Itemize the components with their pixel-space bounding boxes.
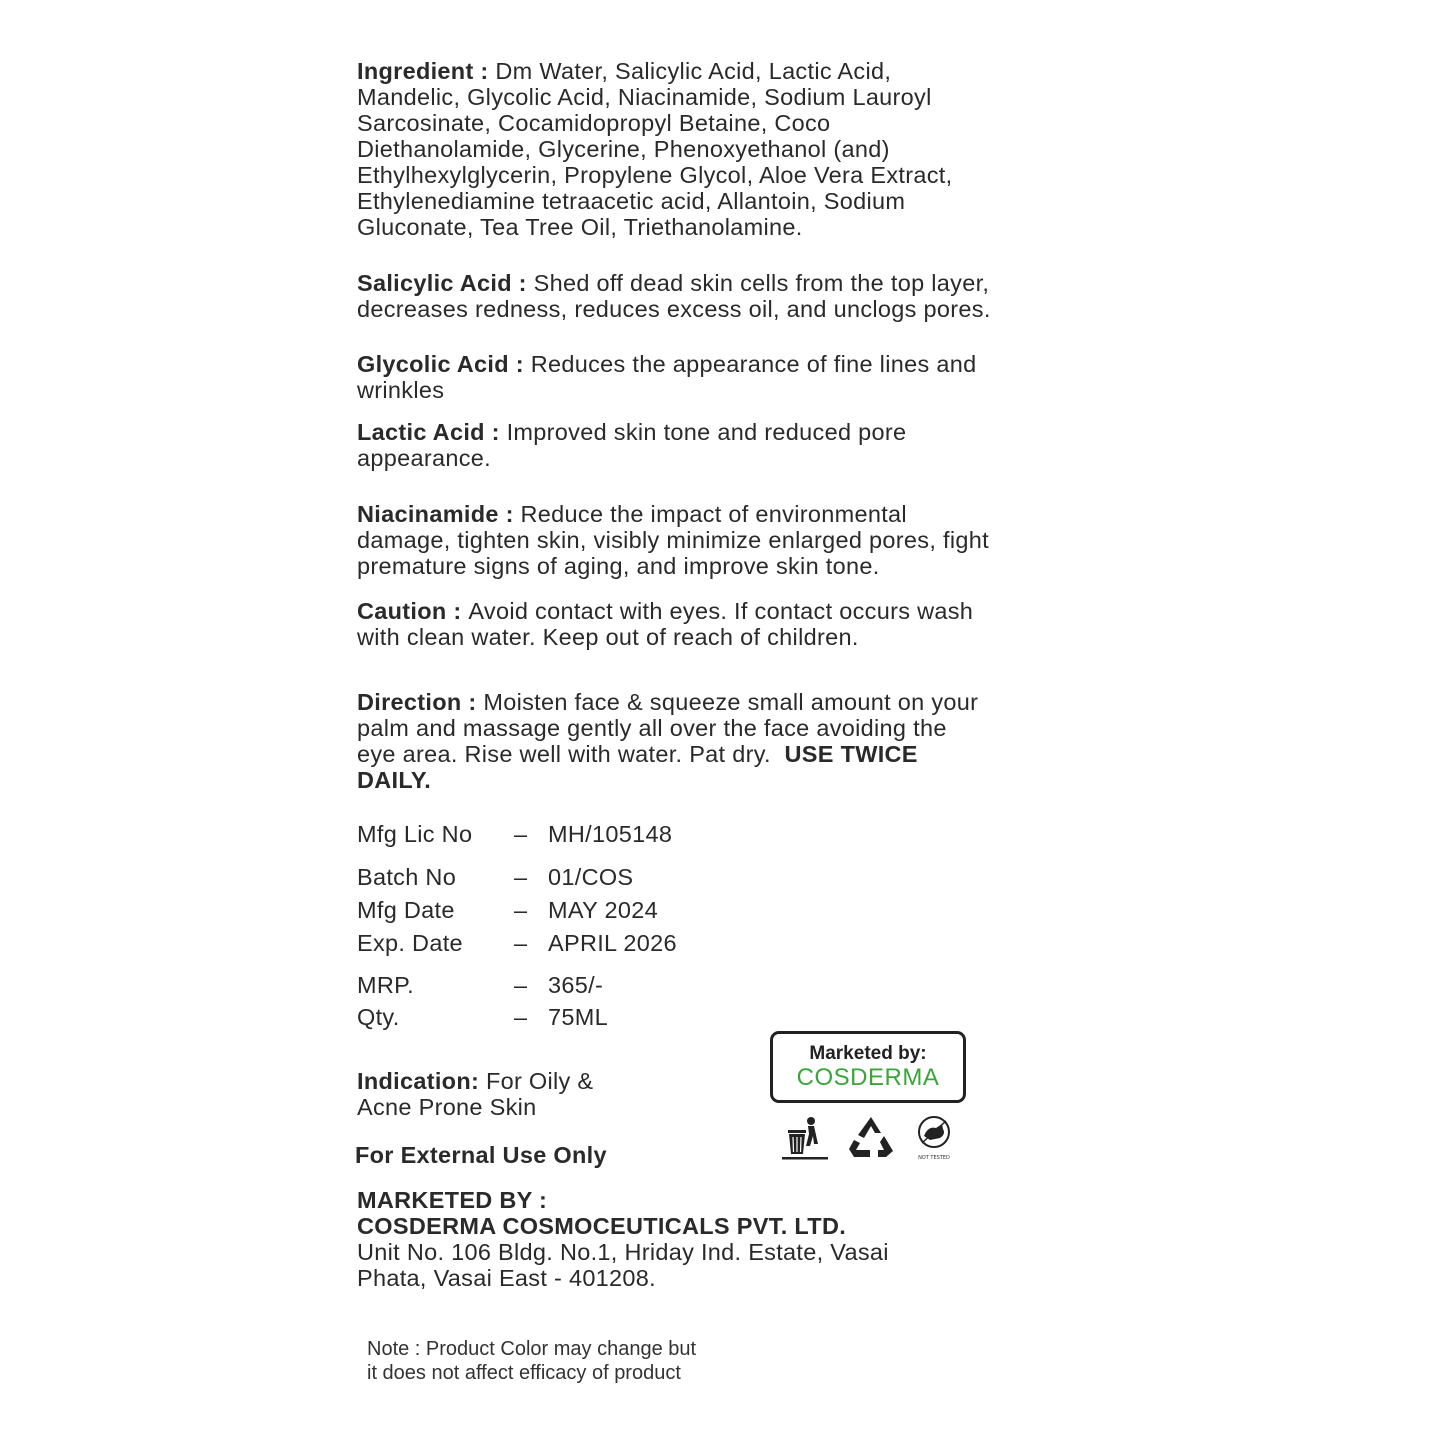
direction-text: Moisten face & squeeze small amount on your xyxy=(483,689,979,715)
ingredient-section xyxy=(357,58,1117,240)
marketer-heading: MARKETED BY : xyxy=(357,1187,548,1213)
external-use-text: For External Use Only xyxy=(355,1142,607,1168)
indication-text: For Oily & xyxy=(479,1068,594,1094)
mfg-date-value: MAY 2024 xyxy=(548,897,658,923)
niacinamide-label: Niacinamide : xyxy=(357,501,521,527)
direction-text: palm and massage gently all over the face avoiding the xyxy=(357,715,947,741)
salicylic-label: Salicylic Acid : xyxy=(357,270,534,296)
ingredient-line: Ethylenediamine tetraacetic acid, Allantoin, Sodium xyxy=(357,188,906,214)
direction-section xyxy=(357,689,1117,793)
mrp-label: MRP. xyxy=(357,972,414,998)
marketer-section xyxy=(357,1187,1077,1291)
marketer-address: Phata, Vasai East - 401208. xyxy=(357,1265,656,1291)
ingredient-line: Dm Water, Salicylic Acid, Lactic Acid, xyxy=(495,58,892,84)
batch-label: Batch No xyxy=(357,864,457,890)
qty-label: Qty. xyxy=(357,1004,400,1030)
glycolic-section xyxy=(357,351,1117,403)
ingredient-line: Mandelic, Glycolic Acid, Niacinamide, Sodium Lauroyl xyxy=(357,84,932,110)
glycolic-label: Glycolic Acid : xyxy=(357,351,531,377)
niacinamide-section xyxy=(357,501,1117,579)
salicylic-section xyxy=(357,270,1117,322)
lactic-label: Lactic Acid : xyxy=(357,419,507,445)
exp-date-label: Exp. Date xyxy=(357,930,463,956)
spec-dash: – xyxy=(514,1004,528,1030)
caution-label: Caution : xyxy=(357,598,469,624)
direction-emphasis: USE TWICE xyxy=(784,741,918,767)
direction-label: Direction : xyxy=(357,689,484,715)
marketed-by-box xyxy=(770,1031,966,1103)
note-text: Note : Product Color may change but xyxy=(367,1338,697,1360)
niacinamide-text: premature signs of aging, and improve skin tone. xyxy=(357,553,880,579)
salicylic-text: Shed off dead skin cells from the top layer, xyxy=(533,270,990,296)
marketer-address: Unit No. 106 Bldg. No.1, Hriday Ind. Estate, Vasai xyxy=(357,1239,889,1265)
indication-section xyxy=(357,1068,687,1120)
marketed-by-title: Marketed by: xyxy=(809,1043,927,1064)
lactic-section xyxy=(357,419,1117,471)
note-section xyxy=(367,1337,887,1385)
niacinamide-text: Reduce the impact of environmental xyxy=(520,501,907,527)
glycolic-text: wrinkles xyxy=(357,377,445,403)
ingredient-line: Gluconate, Tea Tree Oil, Triethanolamine. xyxy=(357,214,803,240)
not-tested-caption: NOT TESTED xyxy=(918,1155,950,1161)
spec-dash: – xyxy=(514,897,528,923)
ingredient-label: Ingredient : xyxy=(357,58,496,84)
direction-emphasis: DAILY. xyxy=(357,767,432,793)
mfg-lic-label: Mfg Lic No xyxy=(357,821,473,847)
spec-dash: – xyxy=(514,930,528,956)
indication-label: Indication: xyxy=(357,1068,480,1094)
mfg-date-label: Mfg Date xyxy=(357,897,455,923)
qty-value: 75ML xyxy=(548,1004,608,1030)
lactic-text: Improved skin tone and reduced pore xyxy=(506,419,907,445)
brand-logo: COSDERMA xyxy=(796,1064,940,1091)
direction-text: eye area. Rise well with water. Pat dry. xyxy=(357,741,778,767)
indication-text: Acne Prone Skin xyxy=(357,1094,537,1120)
spec-dash: – xyxy=(514,972,528,998)
caution-section xyxy=(357,598,1117,650)
marketer-company: COSDERMA COSMOCEUTICALS PVT. LTD. xyxy=(357,1213,847,1239)
recycle-icon xyxy=(846,1114,896,1160)
mfg-lic-value: MH/105148 xyxy=(548,821,673,847)
niacinamide-text: damage, tighten skin, visibly minimize enlarged pores, fight xyxy=(357,527,989,553)
dispose-in-bin-icon xyxy=(778,1112,832,1162)
note-text: it does not affect efficacy of product xyxy=(367,1362,681,1384)
batch-value: 01/COS xyxy=(548,864,634,890)
glycolic-text: Reduces the appearance of fine lines and xyxy=(530,351,977,377)
not-tested-on-animals-icon xyxy=(912,1116,956,1164)
caution-text: with clean water. Keep out of reach of children. xyxy=(357,624,859,650)
lactic-text: appearance. xyxy=(357,445,491,471)
ingredient-line: Diethanolamide, Glycerine, Phenoxyethanol (and) xyxy=(357,136,890,162)
exp-date-value: APRIL 2026 xyxy=(548,930,677,956)
ingredient-line: Sarcosinate, Cocamidopropyl Betaine, Coco xyxy=(357,110,831,136)
caution-text: Avoid contact with eyes. If contact occurs wash xyxy=(468,598,974,624)
spec-dash: – xyxy=(514,821,528,847)
spec-dash: – xyxy=(514,864,528,890)
ingredient-line: Ethylhexylglycerin, Propylene Glycol, Aloe Vera Extract, xyxy=(357,162,953,188)
salicylic-text: decreases redness, reduces excess oil, and unclogs pores. xyxy=(357,296,991,322)
mrp-value: 365/- xyxy=(548,972,604,998)
